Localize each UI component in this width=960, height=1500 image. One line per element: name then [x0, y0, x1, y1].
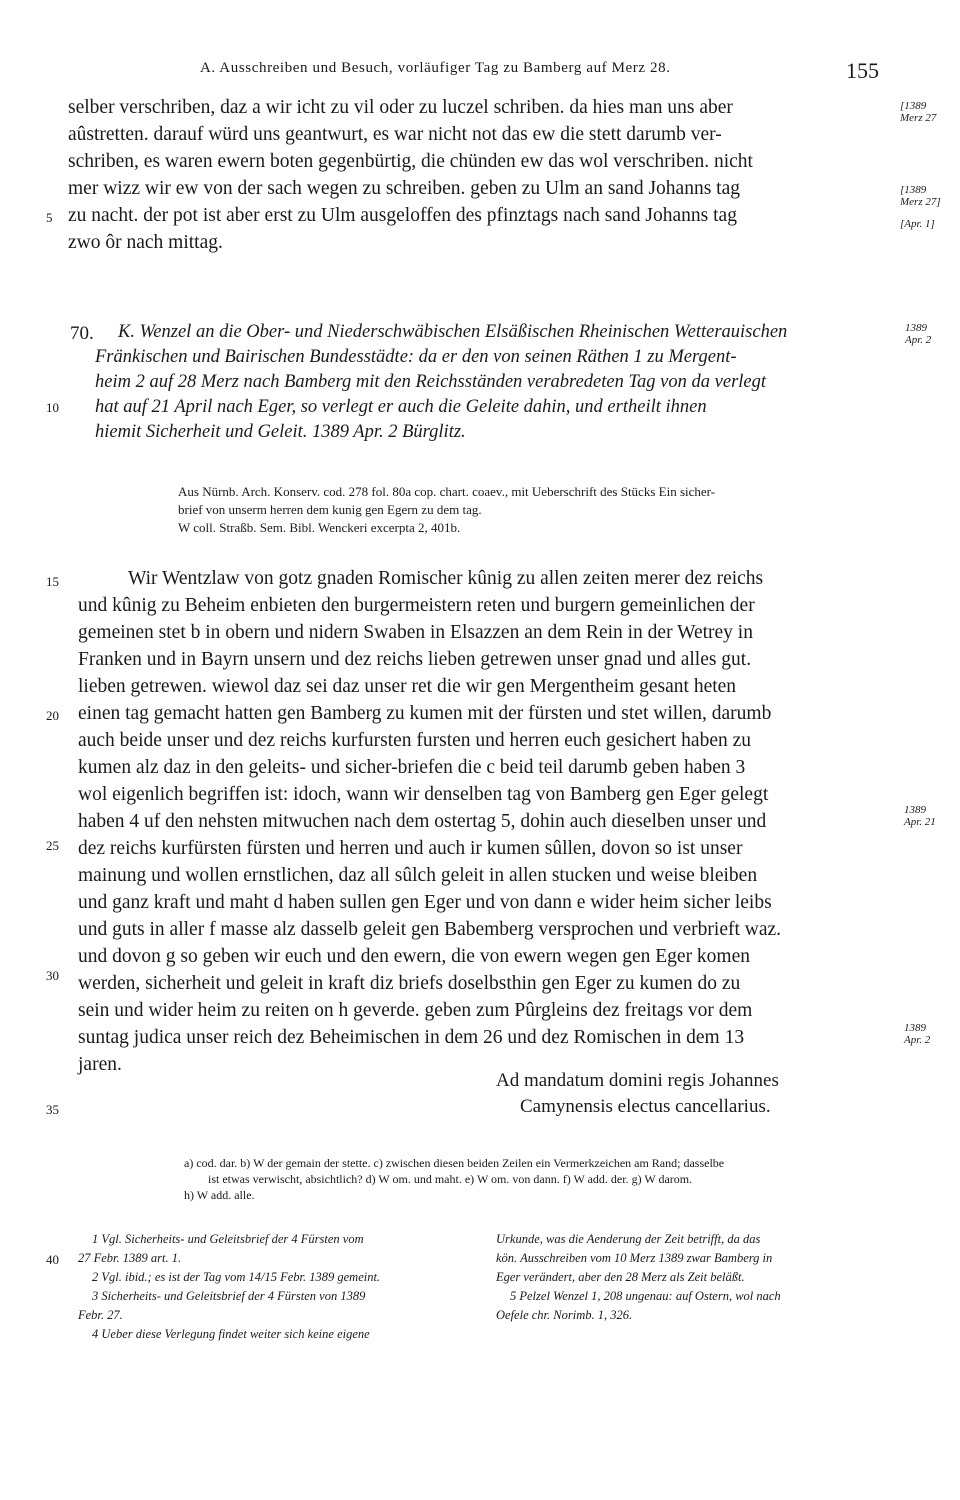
text-line: und guts in aller f masse alz dasselb geleit gen Babemberg versprochen und verbrieft waz.	[78, 919, 782, 940]
line-number: 5	[46, 210, 53, 225]
footnote-line: 5 Pelzel Wenzel 1, 208 ungenau: auf Ostern, wol nach	[510, 1289, 781, 1303]
margin-date: [1389 Merz 27]	[900, 184, 941, 208]
margin-date: [Apr. 1]	[900, 218, 935, 230]
variant-note-line: h) W add. alle.	[184, 1188, 255, 1202]
text-line: einen tag gemacht hatten gen Bamberg zu kumen mit der fürsten und stet willen, darumb	[78, 703, 772, 724]
variant-note-line: ist etwas verwischt, absichtlich? d) W om. und maht. e) W om. von dann. f) W add. der. g) W darom.	[208, 1172, 693, 1186]
footnote-line: 2 Vgl. ibid.; es ist der Tag vom 14/15 Febr. 1389 gemeint.	[92, 1270, 381, 1284]
footnote-line: 4 Ueber diese Verlegung findet weiter sich keine eigene	[92, 1327, 370, 1341]
text-line: zu nacht. der pot ist aber erst zu Ulm ausgeloffen des pfinztags nach sand Johanns tag	[68, 205, 737, 226]
line-number: 25	[46, 838, 59, 853]
footnote-line: Oefele chr. Norimb. 1, 326.	[496, 1308, 633, 1322]
text-line: lieben getrewen. wiewol daz sei daz unser ret die wir gen Mergentheim gesant heten	[78, 676, 737, 697]
margin-date: 1389 Apr. 2	[904, 1022, 931, 1046]
text-line: jaren.	[78, 1054, 122, 1075]
variant-note-line: a) cod. dar. b) W der gemain der stette. c) zwischen diesen beiden Zeilen ein Vermerkzeichen am Rand; dasselbe	[184, 1156, 725, 1170]
regest-line: heim 2 auf 28 Merz nach Bamberg mit den Reichsständen verabredeten Tag von da verlegt	[95, 372, 767, 392]
margin-date: [1389 Merz 27	[900, 100, 937, 124]
line-number: 40	[46, 1252, 59, 1267]
source-line: brief von unserm herren dem kunig gen Egern zu dem tag.	[178, 502, 482, 517]
text-line: Wir Wentzlaw von gotz gnaden Romischer kûnig zu allen zeiten merer dez reichs	[128, 568, 764, 589]
text-line: wol eigenlich begriffen ist: idoch, wann wir denselben tag von Bamberg gen Eger gelegt	[78, 784, 769, 805]
text-line: mer wizz wir ew von der sach wegen zu schreiben. geben zu Ulm an sand Johanns tag	[68, 178, 740, 199]
footnote-line: kön. Ausschreiben vom 10 Merz 1389 zwar Bamberg in	[496, 1251, 773, 1265]
regest-line: Fränkischen und Bairischen Bundesstädte: da er den von seinen Räthen 1 zu Mergent-	[95, 347, 737, 367]
text-line: suntag judica unser reich dez Beheimischen in dem 26 und dez Romischen in dem 13	[78, 1027, 745, 1048]
line-number: 20	[46, 708, 59, 723]
text-line: und kûnig zu Beheim enbieten den burgermeistern reten und burgern gemeinlichen der	[78, 595, 755, 616]
text-line: haben 4 uf den nehsten mitwuchen nach dem ostertag 5, dohin auch dieselben unser und	[78, 811, 767, 832]
text-line: und ganz kraft und maht d haben sullen gen Eger und von dann e wider heim sicher leibs	[78, 892, 772, 913]
text-line: dez reichs kurfürsten fürsten und herren und auch ir kumen sûllen, dovon so ist unser	[78, 838, 743, 859]
footnote-line: Febr. 27.	[78, 1308, 123, 1322]
footnote-line: 1 Vgl. Sicherheits- und Geleitsbrief der 4 Fürsten vom	[92, 1232, 364, 1246]
text-line: und dovon g so geben wir euch und den ewern, die von ewern wegen gen Eger komen	[78, 946, 751, 967]
text-line: gemeinen stet b in obern und nidern Swaben in Elsazzen an dem Rein in der Wetrey in	[78, 622, 753, 643]
text-line: zwo ôr nach mittag.	[68, 232, 223, 253]
footnote-line: Urkunde, was die Aenderung der Zeit betrifft, da das	[496, 1232, 761, 1246]
regest-line: hat auf 21 April nach Eger, so verlegt er auch die Geleite dahin, und ertheilt ihnen	[95, 397, 707, 417]
text-line: werden, sicherheit und geleit in kraft diz briefs doselbsthin gen Eger zu kumen do zu	[78, 973, 741, 994]
text-line: mainung und wollen ernstlichen, daz all sûlch geleit in allen stucken und weise bleiben	[78, 865, 758, 886]
margin-date: 1389 Apr. 2	[905, 322, 932, 346]
margin-date: 1389 Apr. 21	[904, 804, 936, 828]
source-line: Aus Nürnb. Arch. Konserv. cod. 278 fol. 80a cop. chart. coaev., mit Ueberschrift des Stücks Ein sicher-	[178, 484, 716, 499]
page-number: 155	[846, 58, 879, 83]
text-line: aûstretten. darauf würd uns geantwurt, es war nicht not das ew die stett darumb ver-	[68, 124, 722, 145]
regest-line: hiemit Sicherheit und Geleit. 1389 Apr. 2 Bürglitz.	[95, 422, 466, 442]
text-line: schriben, es waren ewern boten gegenbürtig, die chünden ew das wol verschriben. nicht	[68, 151, 753, 172]
source-line: W coll. Straßb. Sem. Bibl. Wenckeri excerpta 2, 401b.	[178, 520, 461, 535]
line-number: 35	[46, 1102, 59, 1117]
footnote-line: 3 Sicherheits- und Geleitsbrief der 4 Fürsten von 1389	[92, 1289, 366, 1303]
text-line: Franken und in Bayrn unsern und dez reichs lieben getrewen unser gnad und alles gut.	[78, 649, 752, 670]
signature-line: Camynensis electus cancellarius.	[520, 1096, 771, 1117]
line-number: 30	[46, 968, 59, 983]
line-number: 10	[46, 400, 59, 415]
text-line: selber verschriben, daz a wir icht zu vil oder zu luczel schriben. da hies man uns aber	[68, 97, 733, 118]
document-number: 70.	[70, 323, 94, 344]
running-title: A. Ausschreiben und Besuch, vorläufiger Tag zu Bamberg auf Merz 28.	[200, 60, 671, 76]
line-number: 15	[46, 574, 59, 589]
regest-line: K. Wenzel an die Ober- und Niederschwäbischen Elsäßischen Rheinischen Wetterauischen	[118, 322, 788, 342]
text-line: auch beide unser und dez reichs kurfursten fursten und herren euch gesichert haben zu	[78, 730, 752, 751]
signature-line: Ad mandatum domini regis Johannes	[496, 1070, 779, 1091]
text-line: sein und wider heim zu reiten on h geverde. geben zum Pûrgleins dez freitags vor dem	[78, 1000, 753, 1021]
text-line: kumen alz daz in den geleits- und sicher-briefen die c beid teil darumb geben haben 3	[78, 757, 746, 778]
footnote-line: 27 Febr. 1389 art. 1.	[78, 1251, 182, 1265]
footnote-line: Eger verändert, aber den 28 Merz als Zeit beläßt.	[496, 1270, 745, 1284]
